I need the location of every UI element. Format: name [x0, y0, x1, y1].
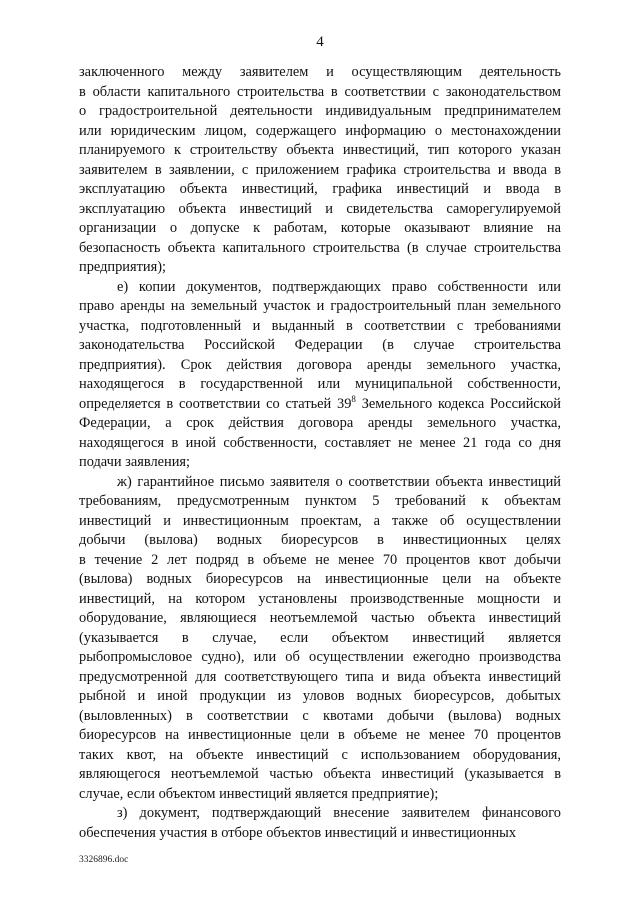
paragraph-z — [79, 804, 561, 843]
text-line: определяется в соответствии со статьей $39^8$ Земельного кодекса Российской — [79, 393, 561, 412]
text-line: обеспечения участия в отборе объектов инвестиций и инвестиционных — [79, 824, 517, 841]
text-line: инвестиций и инвестиционным проектам, а также об осуществлении — [79, 512, 561, 529]
text-line: или юридическим лицом, содержащего информацию о местонахождении — [79, 122, 561, 139]
text-line: эксплуатацию объекта инвестиций, графика инвестиций и ввода в — [79, 181, 561, 197]
text-line: Федерации, а срок действия договора аренды земельного участка, — [79, 415, 561, 431]
text-line: находящегося в государственной или муниципальной собственности, — [79, 376, 561, 392]
text-line: рыбной и иной продукции из уловов водных биоресурсов, добытых — [79, 688, 561, 704]
text-line: в области капитального строительства в соответствии с законодательством — [79, 83, 561, 100]
text-line: предприятия); — [79, 259, 167, 275]
superscript-index: 8 — [351, 393, 356, 404]
text-line: рыбопромысловое судно), или об осуществлении ежегодно производства — [79, 649, 561, 665]
text-line: в течение 2 лет подряд в объеме не менее 70 процентов квот добычи — [79, 551, 561, 568]
paragraph-continuation — [79, 63, 561, 278]
text-line: участка, подготовленный и выданный в соответствии с требованиями — [79, 317, 561, 334]
text-line: (указывается в случае, если объектом инвестиций является — [79, 629, 561, 646]
text-line: заключенного между заявителем и осуществляющим деятельность — [79, 64, 561, 80]
text-line: предприятия). Срок действия договора аренды земельного участка, — [79, 356, 561, 373]
text-line: право аренды на земельный участок и градостроительный план земельного — [79, 298, 561, 314]
text-line: (выловленных) в соответствии с квотами добычи (вылова) водных — [79, 707, 561, 724]
text-line: являющегося неотъемлемой частью объекта инвестиций (указывается в — [79, 766, 561, 782]
paragraph-e — [79, 278, 561, 473]
text-line: требованиям, предусмотренным пунктом 5 требований к объектам — [79, 493, 561, 509]
page-number: 4 — [316, 34, 324, 50]
text-line: планируемого к строительству объекта инвестиций, тип которого указан — [79, 142, 561, 158]
text-line: организации о допуске к работам, которые оказывают влияние на — [79, 220, 561, 236]
text-line: инвестиций, на котором установлены производственные мощности и — [79, 590, 561, 607]
text-line: случае, если объектом инвестиций является предприятие); — [79, 785, 439, 802]
text-line: з) документ, подтверждающий внесение заявителем финансового — [117, 805, 561, 821]
text-line: таких квот, на объекте инвестиций с использованием оборудования, — [79, 746, 561, 763]
file-name-footer: 3326896.doc — [79, 855, 129, 865]
text-line: находящегося в иной собственности, составляет не менее 21 года со дня — [79, 434, 561, 451]
text-line: добычи (вылова) водных биоресурсов в инвестиционных целях — [79, 532, 561, 548]
text-line: законодательства Российской Федерации (в случае строительства — [79, 337, 561, 353]
document-body — [79, 63, 561, 843]
text-line: безопасность объекта капитального строительства (в случае строительства — [79, 239, 561, 256]
text-line: заявителем в заявлении, с приложением графика строительства и ввода в — [79, 161, 561, 178]
paragraph-zh — [79, 473, 561, 805]
text-line: предусмотренной для соответствующего типа и вида объекта инвестиций — [79, 668, 561, 685]
text-line: о градостроительной деятельности индивидуальным предпринимателем — [79, 103, 561, 119]
text-line: эксплуатацию объекта инвестиций и свидетельства саморегулируемой — [79, 200, 561, 217]
text-line: е) копии документов, подтверждающих право собственности или — [117, 278, 561, 295]
text-fragment: Земельного кодекса Российской — [355, 395, 561, 412]
text-line: (вылова) водных биоресурсов на инвестиционные цели на объекте — [79, 571, 561, 587]
text-line: подачи заявления; — [79, 454, 191, 470]
text-line: ж) гарантийное письмо заявителя о соответствии объекта инвестиций — [117, 473, 561, 490]
text-line: биоресурсов на инвестиционные цели в объеме не менее 70 процентов — [79, 727, 561, 743]
text-line: оборудование, являющиеся неотъемлемой частью объекта инвестиций — [79, 610, 561, 626]
